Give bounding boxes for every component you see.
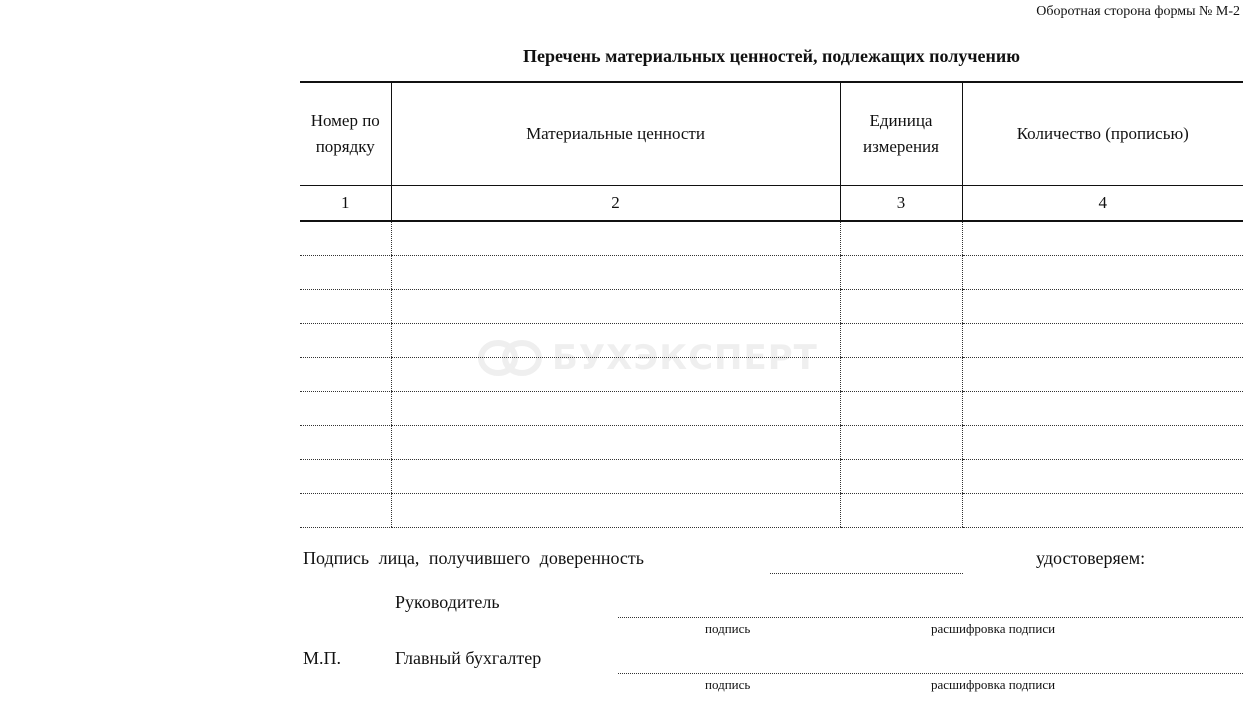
cell-row-number[interactable] [300,460,391,494]
header-quantity: Количество (прописью) [962,82,1243,186]
cell-row-number[interactable] [300,324,391,358]
cell-quantity[interactable] [962,494,1243,528]
cell-quantity[interactable] [962,358,1243,392]
cell-material[interactable] [391,290,840,324]
column-number: 3 [840,186,962,222]
certify-label: удостоверяем: [1036,548,1146,568]
page-title: Перечень материальных ценностей, подлежащих получению [523,46,1020,66]
cell-unit[interactable] [840,221,962,256]
form-side-note: Оборотная сторона формы № М-2 [1036,4,1240,19]
goods-table [300,81,1243,528]
cell-quantity[interactable] [962,221,1243,256]
column-number: 2 [391,186,840,222]
header-material-values: Материальные ценности [391,82,840,186]
table-row [300,494,1243,528]
table-row [300,290,1243,324]
head-decoding-hint: расшифровка подписи [931,621,1056,636]
column-number: 4 [962,186,1243,222]
cell-unit[interactable] [840,256,962,290]
cell-unit[interactable] [840,324,962,358]
stamp-label: М.П. [303,648,342,668]
table-row [300,221,1243,256]
cell-unit[interactable] [840,358,962,392]
watermark-logo-icon [478,338,542,378]
cell-row-number[interactable] [300,392,391,426]
watermark [478,338,818,378]
column-number: 1 [300,186,391,222]
cell-quantity[interactable] [962,324,1243,358]
cell-unit[interactable] [840,460,962,494]
chief-accountant-signature-line[interactable] [618,673,1243,674]
cell-quantity[interactable] [962,290,1243,324]
head-signature-hint: подпись [705,621,751,636]
cell-unit[interactable] [840,290,962,324]
recipient-signature-label: Подпись лица, получившего доверенность [303,548,644,568]
cell-material[interactable] [391,426,840,460]
header-row-number: Номер по порядку [300,82,391,186]
table-row [300,392,1243,426]
cell-unit[interactable] [840,426,962,460]
chief-accountant-signature-hint: подпись [705,677,751,692]
chief-accountant-label: Главный бухгалтер [395,648,542,668]
column-numbers-row [300,186,1243,222]
watermark-text: БУХЭКСПЕРТ [552,338,818,378]
cell-row-number[interactable] [300,426,391,460]
head-signature-line[interactable] [618,617,1243,618]
cell-material[interactable] [391,221,840,256]
cell-material[interactable] [391,256,840,290]
cell-row-number[interactable] [300,290,391,324]
table-row [300,460,1243,494]
recipient-signature-line[interactable] [770,573,963,574]
head-label: Руководитель [395,592,500,612]
cell-row-number[interactable] [300,256,391,290]
cell-unit[interactable] [840,392,962,426]
table-row [300,426,1243,460]
chief-accountant-decoding-hint: расшифровка подписи [931,677,1056,692]
cell-row-number[interactable] [300,494,391,528]
cell-quantity[interactable] [962,460,1243,494]
cell-material[interactable] [391,494,840,528]
cell-material[interactable] [391,392,840,426]
cell-row-number[interactable] [300,358,391,392]
cell-quantity[interactable] [962,256,1243,290]
cell-quantity[interactable] [962,426,1243,460]
table-header-row [300,82,1243,186]
table-row [300,256,1243,290]
cell-material[interactable] [391,460,840,494]
cell-unit[interactable] [840,494,962,528]
cell-quantity[interactable] [962,392,1243,426]
cell-row-number[interactable] [300,221,391,256]
header-unit: Единица измерения [840,82,962,186]
